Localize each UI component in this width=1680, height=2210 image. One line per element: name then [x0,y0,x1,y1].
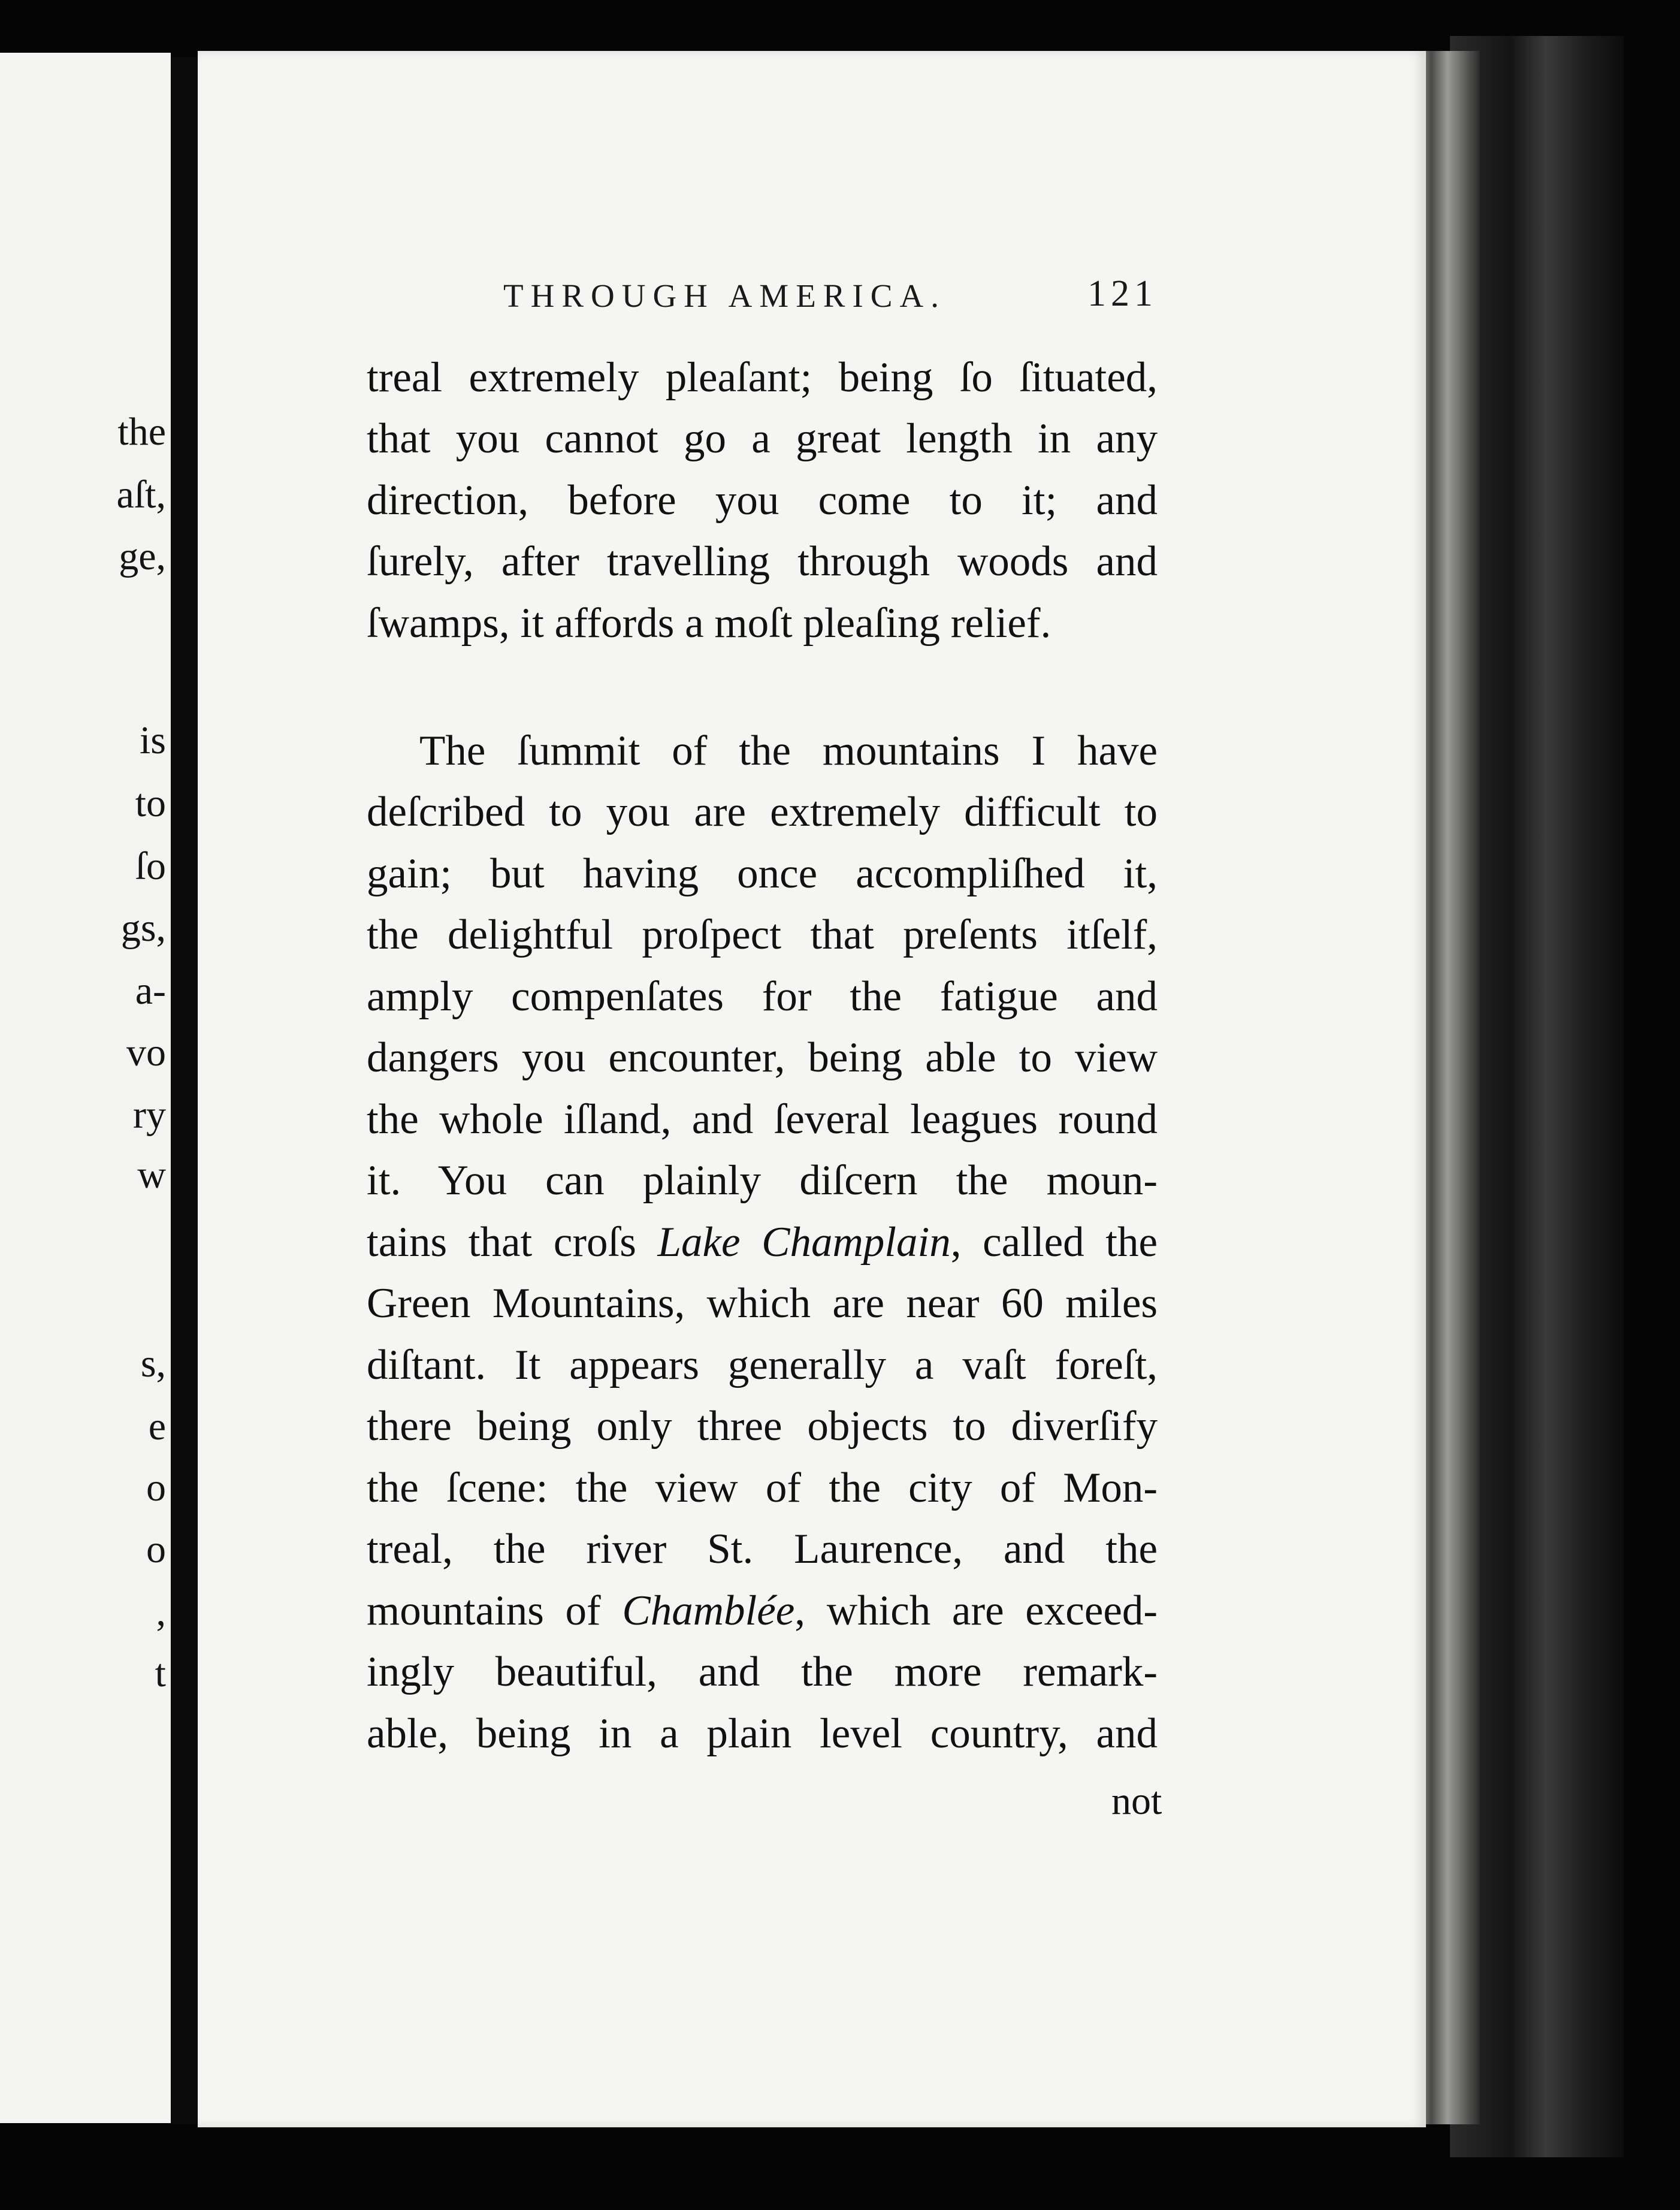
text-line: dangers you encounter, being able to view [367,1034,1158,1081]
text-line: treal extremely pleaſant; being ſo ſituated, [367,354,1158,401]
text-line: deſcribed to you are extremely difficult to [367,789,1158,835]
left-page-fragment: gs, [120,906,166,950]
text-line: tains that croſs Lake Champlain, called the [367,1219,1158,1266]
left-page-fragment: o [146,1466,166,1509]
left-page-fragment: ge, [119,535,166,578]
catchword: not [1111,1779,1162,1823]
left-page-fragment: t [155,1652,166,1695]
text-line: The ſummit of the mountains I have [419,727,1158,774]
text-line: ſwamps, it affords a moſt pleaſing relief. [367,600,1051,647]
left-page-fragment: ſo [135,844,166,888]
text-line: gain; but having once accompliſhed it, [367,850,1158,897]
running-head: THROUGH AMERICA. [503,277,946,314]
text-line: direction, before you come to it; and [367,477,1158,524]
text-line: Green Mountains, which are near 60 miles [367,1280,1158,1327]
left-page-fragment: aſt, [116,473,166,517]
page-number: 121 [1087,273,1158,314]
left-page-fragment: e [148,1405,166,1448]
text-line: ingly beautiful, and the more remark- [367,1649,1158,1695]
text-line: ſurely, after travelling through woods and [367,538,1158,585]
left-page-fragment: o [146,1527,166,1571]
left-page [0,53,171,2123]
text-line: the whole iſland, and ſeveral leagues round [367,1096,1158,1143]
left-page-fragment: a- [135,969,166,1013]
text-line: the ſcene: the view of the city of Mon- [367,1465,1158,1511]
left-page-fragment: ry [133,1093,166,1137]
text-line: that you cannot go a great length in any [367,415,1158,462]
left-page-fragment: to [135,781,166,825]
text-line: diſtant. It appears generally a vaſt foreſt, [367,1342,1158,1388]
text-line: there being only three objects to diverſify [367,1403,1158,1450]
left-page-fragment: w [137,1153,166,1197]
left-page-fragment: , [156,1590,166,1634]
left-page-fragment: s, [140,1342,166,1385]
text-line: treal, the river St. Laurence, and the [367,1526,1158,1572]
text-line: it. You can plainly diſcern the moun- [367,1157,1158,1204]
text-line: amply compenſates for the fatigue and [367,973,1158,1020]
left-page-fragment: is [139,718,166,762]
left-page-fragment: the [117,410,166,454]
text-line: able, being in a plain level country, and [367,1710,1158,1757]
text-line: mountains of Chamblée, which are exceed- [367,1587,1158,1634]
text-line: the delightful proſpect that preſents itſelf, [367,911,1158,958]
left-page-fragment: vo [126,1031,166,1074]
